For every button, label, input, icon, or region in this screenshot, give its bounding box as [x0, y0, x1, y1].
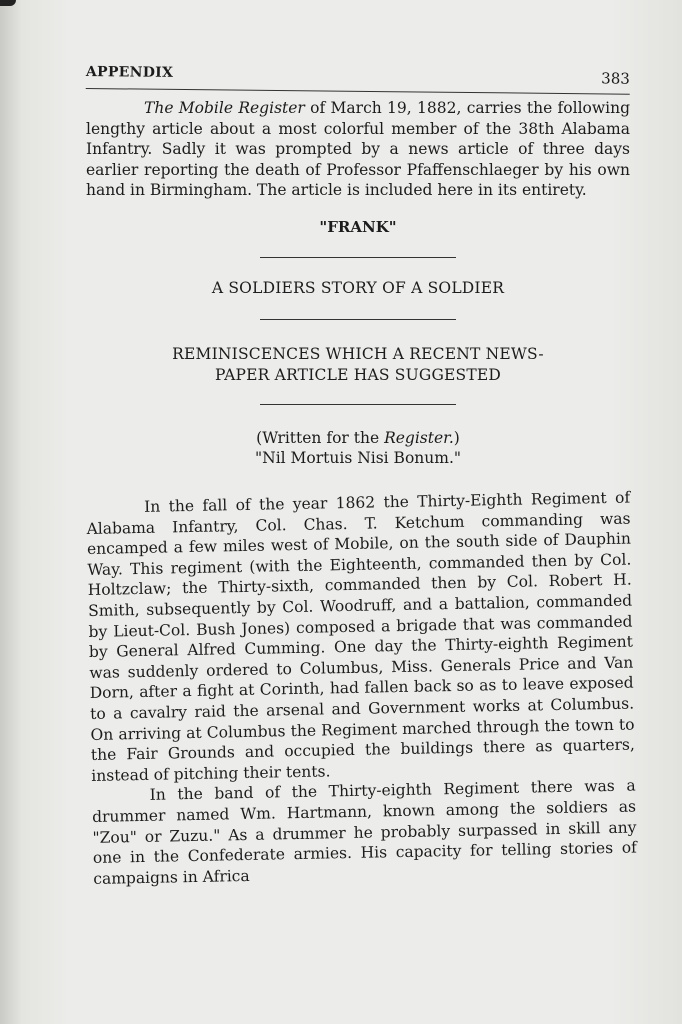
byline-text: (Written for the [256, 429, 385, 448]
intro-text: of March 19, 1882, carries the following lengthy article about a most colorful member of the 38th Alabama Infantry. Sadly it was prompted by a news article of three days earlier reporting the death of Professor Pfaffenschlaeger by his own hand in Birmingham. The article is included here in its entirety. [86, 99, 630, 200]
section-title: APPENDIX [85, 63, 174, 81]
article-body [86, 488, 637, 890]
article-byline [86, 428, 630, 468]
newspaper-name: The Mobile Register [144, 99, 305, 117]
subhead-line: REMINISCENCES WHICH A RECENT NEWS- [172, 345, 544, 364]
article-paragraph: In the fall of the year 1862 the Thirty-Eighth Regiment of Alabama Infantry, Col. Chas. T. Ketchum commanding was encamped a few miles west of Mobile, on the south side of Dauphin Way. This regiment (with the Eighteenth, commanded then by Col. Holtzclaw; the Thirty-sixth, commanded then by Col. Robert H. Smith, subsequently by Col. Woodruff, and a battalion, commanded by Lieut-Col. Bush Jones) composed a brigade that was commanded by General Alfred Cumming. One day the Thirty-eighth Regiment was suddenly ordered to Columbus, Miss. Generals Price and Van Dorn, after a fight at Corinth, had fallen back so as to leave exposed to a cavalry raid the arsenal and Government works at Columbus. On arriving at Columbus the Regiment marched through the town to the Fair Grounds and occupied the buildings there as quarters, instead of pitching their tents. [86, 488, 636, 785]
article-subhead [86, 344, 630, 386]
latin-motto: "Nil Mortuis Nisi Bonum." [255, 449, 461, 468]
byline-text: ) [453, 429, 460, 448]
page-corner-shadow [0, 0, 16, 6]
article-paragraph: In the band of the Thirty-eighth Regiment there was a drummer named Wm. Hartmann, known among the soldiers as "Zou" or Zuzu." As a drummer he probably surpassed in skill any one in the Confederate armies. His capacity for telling stories of campaigns in Africa [91, 776, 637, 888]
running-head [86, 62, 630, 95]
page-number: 383 [601, 69, 630, 88]
divider-rule [260, 319, 456, 320]
page-body [86, 98, 637, 889]
byline-newspaper: Register. [384, 429, 454, 448]
article-headline: A SOLDIERS STORY OF A SOLDIER [211, 278, 505, 297]
subhead-line: PAPER ARTICLE HAS SUGGESTED [214, 366, 502, 385]
intro-paragraph [86, 98, 630, 201]
byline-credit [86, 428, 630, 448]
divider-rule [260, 257, 456, 258]
article-title: "FRANK" [319, 217, 397, 236]
divider-rule [260, 404, 456, 405]
